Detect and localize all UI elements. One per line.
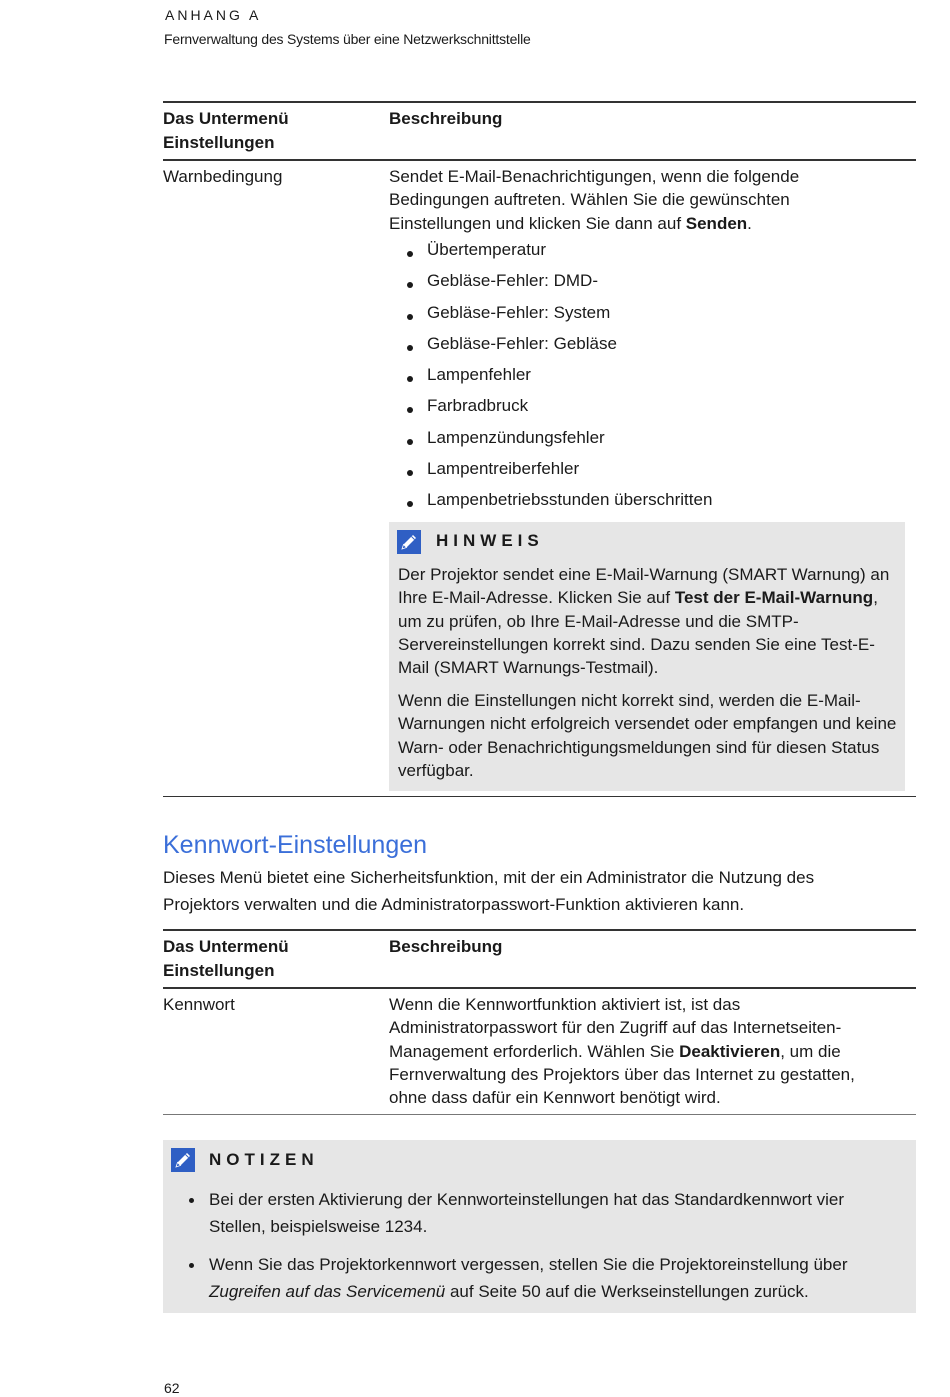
list-item: Farbradbruck <box>405 394 712 425</box>
list-item: Bei der ersten Aktivierung der Kennworteinstellungen hat das Standardkennwort vier Stellen, beispielsweise 1234. <box>187 1186 887 1240</box>
table2-header-rule <box>163 987 916 989</box>
list-item: Lampenbetriebsstunden überschritten <box>405 488 712 519</box>
service-menu-reference[interactable]: Zugreifen auf das Servicemenü <box>209 1282 446 1301</box>
pencil-icon <box>397 530 421 554</box>
list-item: Gebläse-Fehler: DMD- <box>405 269 712 300</box>
table1-bottom-rule <box>163 796 916 797</box>
table1-row-description: Sendet E-Mail-Benachrichtigungen, wenn die folgende Bedingungen auftreten. Wählen Sie die gewünschten Einstellungen und klicken Sie dann auf Senden. <box>389 167 800 233</box>
section-intro: Dieses Menü bietet eine Sicherheitsfunktion, mit der ein Administrator die Nutzung des Projektors verwalten und die Administratorpasswort-Funktion aktivieren kann. <box>163 868 815 914</box>
list-item: Gebläse-Fehler: Gebläse <box>405 332 712 363</box>
section-title: Kennwort-Einstellungen <box>163 831 428 859</box>
table1-col2-header: Beschreibung <box>389 109 503 128</box>
list-item: Gebläse-Fehler: System <box>405 301 712 332</box>
hinweis-title: HINWEIS <box>436 531 544 550</box>
list-item: Lampenfehler <box>405 363 712 394</box>
table2-bottom-rule <box>163 1114 916 1115</box>
table1-col1-header: Das Untermenü Einstellungen <box>163 109 289 152</box>
deactivate-label: Deaktivieren <box>679 1041 781 1061</box>
table1-header-rule <box>163 159 916 161</box>
pencil-icon <box>171 1148 195 1172</box>
chapter-label: ANHANG A <box>165 7 262 23</box>
table2-col1-header: Das Untermenü Einstellungen <box>163 937 289 980</box>
table2-row-name: Kennwort <box>163 995 235 1014</box>
list-item: Übertemperatur <box>405 238 712 269</box>
page-number: 62 <box>164 1380 180 1396</box>
table2-row-description: Wenn die Kennwortfunktion aktiviert ist, ist das Administratorpasswort für den Zugriff auf das Internetseiten-Management erforderlich. Wählen Sie Deaktivieren, um die Fernverwaltung des Projektors über das Internet zu gestatten, ohne dass dafür ein Kennwort benötigt wird. <box>389 995 855 1108</box>
list-item: Lampenzündungsfehler <box>405 426 712 457</box>
table2-col2-header: Beschreibung <box>389 937 503 956</box>
notizen-title: NOTIZEN <box>209 1150 319 1169</box>
hinweis-paragraph-2: Wenn die Einstellungen nicht korrekt sind, werden die E-Mail-Warnungen nicht erfolgreich versendet oder empfangen und keine Warn- oder Benachrichtigungsmeldungen sind für diesen Status verfügbar. <box>398 691 897 780</box>
notizen-list <box>187 1186 887 1316</box>
table2-top-rule <box>163 929 916 931</box>
list-item: Lampentreiberfehler <box>405 457 712 488</box>
list-item: Wenn Sie das Projektorkennwort vergessen, stellen Sie die Projektoreinstellung über Zugreifen auf das Servicemenü auf Seite 50 auf die Werkseinstellungen zurück. <box>187 1251 887 1305</box>
condition-list <box>405 238 712 520</box>
chapter-subtitle: Fernverwaltung des Systems über eine Netzwerkschnittstelle <box>164 31 531 47</box>
hinweis-box <box>389 522 905 791</box>
send-label: Senden <box>685 213 748 233</box>
table1-row-name: Warnbedingung <box>163 167 283 186</box>
table1-top-rule <box>163 101 916 103</box>
hinweis-paragraph-1: Der Projektor sendet eine E-Mail-Warnung (SMART Warnung) an Ihre E-Mail-Adresse. Klicken Sie auf Test der E-Mail-Warnung, um zu prüfen, ob Ihre E-Mail-Adresse und die SMTP-Servereinstellungen korrekt sind. Dazu senden Sie eine Test-E-Mail (SMART Warnungs-Testmail). <box>398 565 890 678</box>
